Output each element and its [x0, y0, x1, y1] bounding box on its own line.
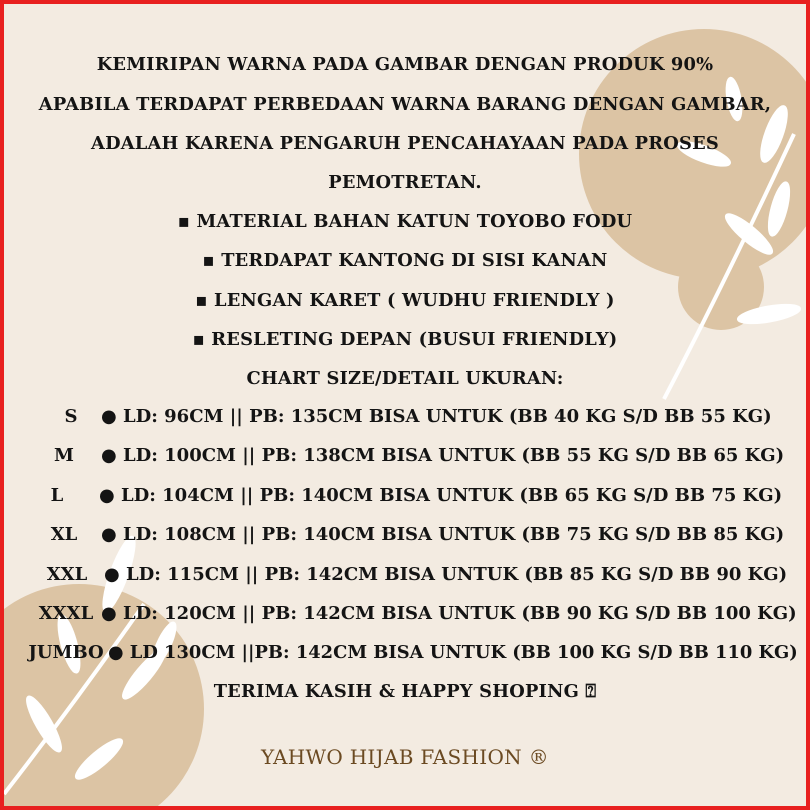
brand-name: YAHWO HIJAB FASHION ®: [261, 745, 549, 769]
size-row-s: [4, 406, 806, 436]
size-label: XL: [50, 524, 78, 545]
size-row-xxxl: [4, 603, 806, 633]
size-label: L: [50, 485, 64, 506]
size-row-l: [4, 485, 806, 515]
size-detail: ● LD: 115CM || PB: 142CM BISA UNTUK (BB 85 KG S/D BB 90 KG): [104, 564, 788, 585]
size-detail: ● LD: 96CM || PB: 135CM BISA UNTUK (BB 40 KG S/D BB 55 KG): [101, 406, 772, 427]
size-detail: ● LD: 104CM || PB: 140CM BISA UNTUK (BB 65 KG S/D BB 75 KG): [99, 485, 783, 506]
size-row-jumbo: [4, 642, 806, 672]
size-detail: ● LD: 100CM || PB: 138CM BISA UNTUK (BB 55 KG S/D BB 65 KG): [101, 445, 785, 466]
intro-line-2: APABILA TERDAPAT PERBEDAAN WARNA BARANG DENGAN GAMBAR,: [38, 94, 772, 115]
size-label: M: [54, 445, 74, 466]
feature-sleeve: ▪ LENGAN KARET ( WUDHU FRIENDLY ): [195, 290, 615, 311]
intro-line-3: ADALAH KARENA PENGARUH PENCAHAYAAN PADA PROSES: [91, 133, 719, 154]
size-label: S: [64, 406, 78, 427]
intro-line-1: KEMIRIPAN WARNA PADA GAMBAR DENGAN PRODUK 90%: [96, 54, 714, 75]
size-label: JUMBO: [28, 642, 104, 663]
size-label: XXL: [46, 564, 88, 585]
size-detail: ● LD 130CM ||PB: 142CM BISA UNTUK (BB 100 KG S/D BB 110 KG): [108, 642, 798, 663]
feature-pocket: ▪ TERDAPAT KANTONG DI SISI KANAN: [202, 250, 608, 271]
size-detail: ● LD: 120CM || PB: 142CM BISA UNTUK (BB 90 KG S/D BB 100 KG): [101, 603, 797, 624]
size-row-xl: [4, 524, 806, 554]
size-row-m: [4, 445, 806, 475]
size-detail: ● LD: 108CM || PB: 140CM BISA UNTUK (BB 75 KG S/D BB 85 KG): [101, 524, 785, 545]
feature-material: ▪ MATERIAL BAHAN KATUN TOYOBO FODU: [177, 211, 633, 232]
intro-line-4: PEMOTRETAN.: [328, 172, 482, 193]
size-label: XXXL: [38, 603, 94, 624]
closing-message: TERIMA KASIH & HAPPY SHOPING ⍰: [213, 681, 597, 702]
chart-heading: CHART SIZE/DETAIL UKURAN:: [246, 368, 564, 389]
size-row-xxl: [4, 564, 806, 594]
feature-zipper: ▪ RESLETING DEPAN (BUSUI FRIENDLY): [192, 329, 618, 350]
